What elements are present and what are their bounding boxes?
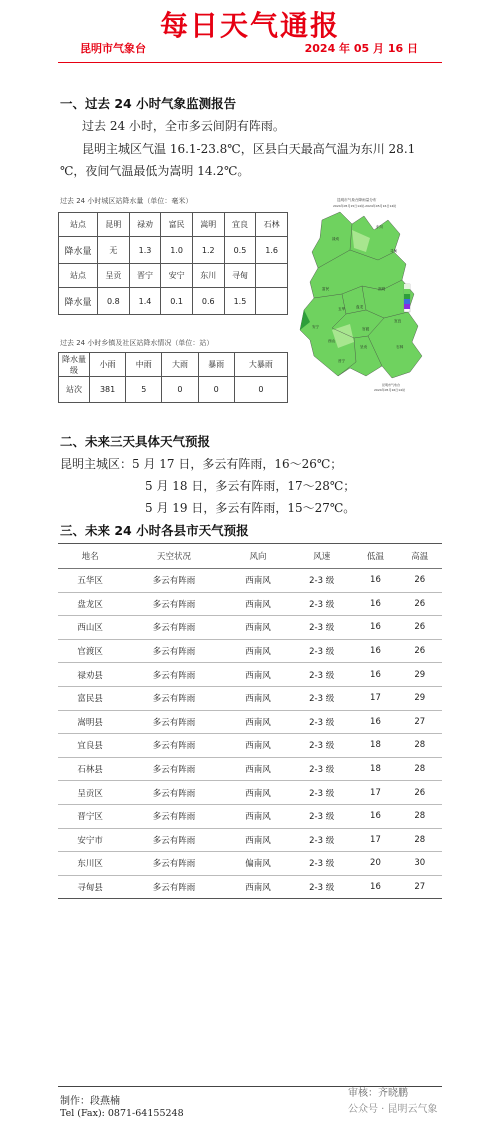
rain-cell: 石林: [256, 213, 288, 237]
map-district-label: 宜良: [394, 319, 402, 323]
forecast-cell: 西南风: [226, 592, 290, 616]
map-district-label: 富民: [322, 287, 330, 291]
forecast-row: [58, 781, 442, 805]
forecast-line-2: 5 月 18 日，多云有阵雨，17～28℃；: [145, 479, 356, 493]
rain-cell: 0.8: [98, 288, 130, 315]
forecast-cell: 2-3 级: [290, 686, 353, 710]
rain-cell: 1.5: [224, 288, 256, 315]
forecast-row: [58, 663, 442, 687]
forecast-cell: 西南风: [226, 828, 290, 852]
rain-cell: 寻甸: [224, 264, 256, 288]
forecast-cell: 五华区: [58, 569, 122, 593]
station-cell: 大暴雨: [234, 353, 287, 377]
forecast-row: [58, 804, 442, 828]
forecast-cell: 西南风: [226, 710, 290, 734]
forecast-cell: 16: [353, 875, 397, 899]
station-cell: 5: [126, 377, 162, 403]
map-district-label: 石林: [396, 345, 404, 349]
forecast-cell: 17: [353, 781, 397, 805]
station-cell: 0: [162, 377, 198, 403]
forecast-cell: 2-3 级: [290, 569, 353, 593]
forecast-cell: 16: [353, 569, 397, 593]
header-divider: [58, 62, 442, 63]
rain-cell: 1.0: [161, 237, 193, 264]
forecast-cell: 多云有阵雨: [122, 757, 226, 781]
forecast-cell: 晋宁区: [58, 804, 122, 828]
forecast-cell: 富民县: [58, 686, 122, 710]
watermark: 公众号 · 昆明云气象: [348, 1104, 438, 1115]
forecast-cell: 西南风: [226, 686, 290, 710]
map-legend-swatch: [404, 284, 410, 289]
forecast-row: [58, 639, 442, 663]
section1-line3: ℃，夜间气温最低为嵩明 14.2℃。: [60, 164, 250, 178]
editor-credit: 制作：段燕楠: [60, 1096, 120, 1107]
forecast-cell: 30: [398, 852, 442, 876]
rain-cell: 无: [98, 237, 130, 264]
forecast-cell: 2-3 级: [290, 710, 353, 734]
map-district-label: 嵩明: [378, 287, 386, 291]
col-header: 高温: [398, 544, 442, 569]
forecast-cell: 多云有阵雨: [122, 616, 226, 640]
forecast-cell: 西南风: [226, 663, 290, 687]
col-header: 地名: [58, 544, 122, 569]
forecast-cell: 2-3 级: [290, 852, 353, 876]
rainfall-map: [292, 190, 440, 410]
forecast-cell: 28: [398, 757, 442, 781]
col-header: 低温: [353, 544, 397, 569]
rain-cell: 0.1: [161, 288, 193, 315]
forecast-cell: 石林县: [58, 757, 122, 781]
forecast-cell: 多云有阵雨: [122, 663, 226, 687]
forecast-cell: 多云有阵雨: [122, 804, 226, 828]
rain-cell: 1.6: [256, 237, 288, 264]
rain-cell: 禄劝: [129, 213, 161, 237]
forecast-cell: 27: [398, 710, 442, 734]
forecast-cell: 西南风: [226, 804, 290, 828]
map-subtitle: 2024年05月15日14时-2024年05月16日14时: [333, 204, 397, 208]
forecast-cell: 多云有阵雨: [122, 569, 226, 593]
map-legend-swatch: [404, 299, 410, 304]
forecast-cell: 17: [353, 686, 397, 710]
forecast-cell: 29: [398, 663, 442, 687]
forecast-cell: 西南风: [226, 616, 290, 640]
station-cell: 站次: [59, 377, 90, 403]
reviewer-credit: 审核：齐晓鹏: [348, 1088, 408, 1099]
rain-cell: 呈贡: [98, 264, 130, 288]
map-legend-swatch: [404, 294, 410, 299]
forecast-cell: 西南风: [226, 569, 290, 593]
forecast-row: [58, 592, 442, 616]
rain-cell: 东川: [192, 264, 224, 288]
forecast-cell: 18: [353, 734, 397, 758]
rain-cell: 1.4: [129, 288, 161, 315]
rain-cell: 站点: [59, 213, 98, 237]
forecast-row: [58, 569, 442, 593]
station-cell: 降水量级: [59, 353, 90, 377]
forecast-row: [58, 686, 442, 710]
rain-cell: 降水量: [59, 237, 98, 264]
rain-cell: 站点: [59, 264, 98, 288]
forecast-cell: 2-3 级: [290, 639, 353, 663]
report-date: 2024 年 05 月 16 日: [304, 42, 418, 55]
forecast-cell: 16: [353, 804, 397, 828]
forecast-cell: 呈贡区: [58, 781, 122, 805]
map-legend-swatch: [404, 289, 410, 294]
forecast-row: [58, 852, 442, 876]
section2-heading: 二、未来三天具体天气预报: [60, 434, 211, 449]
forecast-cell: 西南风: [226, 639, 290, 663]
map-district-label: 西山: [328, 339, 336, 343]
map-footer-date: 2024年05月16日14时: [374, 388, 406, 392]
rain-cell: 富民: [161, 213, 193, 237]
map-district-label: 寻甸: [390, 249, 398, 253]
station-cell: 小雨: [90, 353, 126, 377]
forecast-cell: 16: [353, 710, 397, 734]
section1-line2: 昆明主城区气温 16.1-23.8℃，区县白天最高气温为东川 28.1: [82, 142, 416, 156]
forecast-cell: 16: [353, 663, 397, 687]
forecast-cell: 盘龙区: [58, 592, 122, 616]
forecast-cell: 官渡区: [58, 639, 122, 663]
forecast-cell: 偏南风: [226, 852, 290, 876]
forecast-cell: 2-3 级: [290, 781, 353, 805]
rain-cell: 降水量: [59, 288, 98, 315]
station-table: [58, 352, 288, 403]
col-header: 风速: [290, 544, 353, 569]
forecast-cell: 多云有阵雨: [122, 734, 226, 758]
forecast-line-3: 5 月 19 日，多云有阵雨，15～27℃。: [145, 501, 356, 515]
forecast-cell: 26: [398, 781, 442, 805]
map-district-label: 呈贡: [360, 345, 368, 349]
station-cell: 大雨: [162, 353, 198, 377]
col-header: 天空状况: [122, 544, 226, 569]
forecast-cell: 28: [398, 734, 442, 758]
rain-cell: [256, 288, 288, 315]
map-district-label: 官渡: [362, 327, 370, 331]
map-district-label: 五华: [338, 307, 346, 311]
forecast-cell: 西南风: [226, 757, 290, 781]
forecast-cell: 27: [398, 875, 442, 899]
forecast-cell: 28: [398, 828, 442, 852]
forecast-cell: 西山区: [58, 616, 122, 640]
forecast-cell: 16: [353, 616, 397, 640]
rain-cell: 昆明: [98, 213, 130, 237]
forecast-cell: 多云有阵雨: [122, 686, 226, 710]
col-header: 风向: [226, 544, 290, 569]
forecast-cell: 多云有阵雨: [122, 828, 226, 852]
map-district-label: 东川: [376, 225, 384, 229]
forecast-cell: 2-3 级: [290, 804, 353, 828]
station-cell: 0: [234, 377, 287, 403]
forecast-row: [58, 828, 442, 852]
station-cell: 381: [90, 377, 126, 403]
forecast-cell: 多云有阵雨: [122, 639, 226, 663]
map-district-label: 晋宁: [338, 359, 346, 363]
forecast-cell: 2-3 级: [290, 757, 353, 781]
forecast-row: [58, 710, 442, 734]
rain-cell: 0.6: [192, 288, 224, 315]
forecast-cell: 26: [398, 639, 442, 663]
forecast-cell: 26: [398, 592, 442, 616]
station-cell: 0: [198, 377, 234, 403]
forecast-cell: 28: [398, 804, 442, 828]
issuing-org: 昆明市气象台: [80, 42, 146, 55]
section1-heading: 一、过去 24 小时气象监测报告: [60, 96, 237, 111]
station-cell: 暴雨: [198, 353, 234, 377]
report-title: 每日天气通报: [159, 9, 340, 42]
forecast-cell: 2-3 级: [290, 616, 353, 640]
forecast-cell: 2-3 级: [290, 875, 353, 899]
forecast-cell: 嵩明县: [58, 710, 122, 734]
county-forecast-table: [58, 543, 442, 899]
forecast-cell: 多云有阵雨: [122, 875, 226, 899]
forecast-cell: 26: [398, 569, 442, 593]
forecast-row: [58, 616, 442, 640]
forecast-cell: 西南风: [226, 875, 290, 899]
forecast-cell: 东川区: [58, 852, 122, 876]
forecast-cell: 禄劝县: [58, 663, 122, 687]
rain-table: [58, 212, 288, 315]
section3-heading: 三、未来 24 小时各县市天气预报: [60, 523, 249, 538]
map-district-label: 禄劝: [332, 237, 340, 241]
forecast-cell: 安宁市: [58, 828, 122, 852]
forecast-line-1: 昆明主城区：5 月 17 日，多云有阵雨，16～26℃；: [60, 457, 343, 471]
rain-cell: 1.2: [192, 237, 224, 264]
rain-table-caption: 过去 24 小时城区站降水量（单位：毫米）: [60, 197, 193, 205]
rain-cell: 0.5: [224, 237, 256, 264]
map-district-label: 安宁: [312, 325, 320, 329]
forecast-cell: 多云有阵雨: [122, 710, 226, 734]
forecast-cell: 18: [353, 757, 397, 781]
forecast-cell: 2-3 级: [290, 592, 353, 616]
forecast-cell: 29: [398, 686, 442, 710]
forecast-cell: 寻甸县: [58, 875, 122, 899]
forecast-row: [58, 875, 442, 899]
forecast-cell: 17: [353, 828, 397, 852]
forecast-cell: 2-3 级: [290, 828, 353, 852]
map-legend-swatch: [404, 304, 410, 309]
rain-cell: 晋宁: [129, 264, 161, 288]
forecast-cell: 宜良县: [58, 734, 122, 758]
forecast-cell: 16: [353, 592, 397, 616]
rain-cell: 宜良: [224, 213, 256, 237]
forecast-cell: 西南风: [226, 781, 290, 805]
rain-cell: 嵩明: [192, 213, 224, 237]
map-district-label: 盘龙: [356, 305, 364, 309]
forecast-row: [58, 757, 442, 781]
station-cell: 中雨: [126, 353, 162, 377]
map-title: 昆明市气象台降雨量分布: [337, 198, 377, 202]
forecast-cell: 西南风: [226, 734, 290, 758]
rain-cell: [256, 264, 288, 288]
forecast-cell: 16: [353, 639, 397, 663]
forecast-cell: 2-3 级: [290, 663, 353, 687]
forecast-cell: 20: [353, 852, 397, 876]
section1-line1: 过去 24 小时，全市多云间阴有阵雨。: [82, 119, 285, 133]
contact-tel: Tel (Fax): 0871-64155248: [60, 1108, 184, 1119]
forecast-cell: 多云有阵雨: [122, 852, 226, 876]
forecast-cell: 26: [398, 616, 442, 640]
map-footer-org: 昆明市气象台: [382, 383, 401, 387]
forecast-cell: 多云有阵雨: [122, 592, 226, 616]
forecast-cell: 多云有阵雨: [122, 781, 226, 805]
forecast-row: [58, 734, 442, 758]
station-table-caption: 过去 24 小时乡镇及社区站降水情况（单位：站）: [60, 339, 214, 347]
forecast-cell: 2-3 级: [290, 734, 353, 758]
rain-cell: 安宁: [161, 264, 193, 288]
rain-cell: 1.3: [129, 237, 161, 264]
